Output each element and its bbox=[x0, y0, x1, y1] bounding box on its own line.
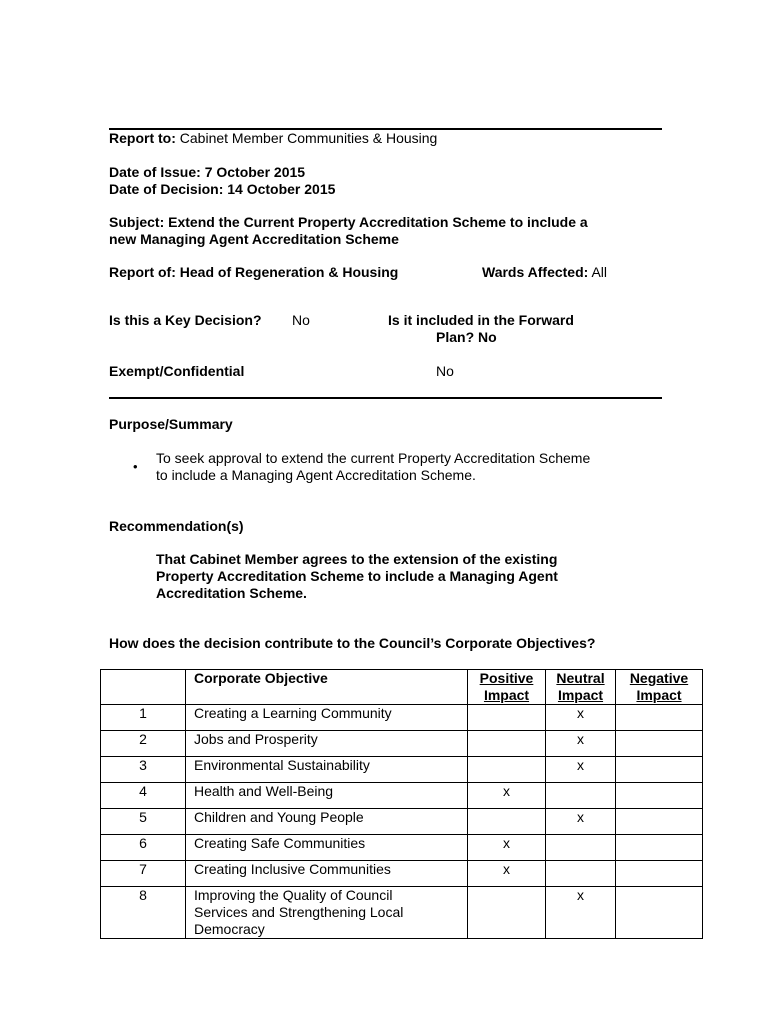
row-number: 4 bbox=[101, 783, 186, 809]
table-header-row bbox=[101, 670, 703, 705]
row-objective-line-2: Services and Strengthening Local bbox=[194, 904, 404, 920]
row-neutral bbox=[546, 783, 616, 809]
table-row bbox=[101, 861, 703, 887]
recommendation-line-1: That Cabinet Member agrees to the extension of the existing bbox=[156, 551, 558, 567]
report-to-label: Report to: bbox=[109, 130, 176, 146]
wards-affected bbox=[482, 264, 607, 281]
exempt-value: No bbox=[436, 363, 454, 379]
row-neutral: x bbox=[546, 809, 616, 835]
recommendation-heading: Recommendation(s) bbox=[109, 518, 244, 534]
date-of-issue: Date of Issue: 7 October 2015 bbox=[109, 164, 306, 180]
row-objective: Children and Young People bbox=[186, 809, 468, 835]
row-negative bbox=[616, 731, 703, 757]
row-number: 6 bbox=[101, 835, 186, 861]
bullet-icon: • bbox=[133, 459, 138, 474]
row-neutral bbox=[546, 835, 616, 861]
subject-line-2: new Managing Agent Accreditation Scheme bbox=[109, 231, 399, 247]
key-decision-label: Is this a Key Decision? bbox=[109, 312, 262, 328]
row-objective: Health and Well-Being bbox=[186, 783, 468, 809]
row-negative bbox=[616, 887, 703, 939]
row-objective-line-3: Democracy bbox=[194, 921, 265, 937]
row-negative bbox=[616, 835, 703, 861]
exempt-label: Exempt/Confidential bbox=[109, 363, 245, 379]
report-of: Report of: Head of Regeneration & Housing bbox=[109, 264, 399, 280]
date-of-decision: Date of Decision: 14 October 2015 bbox=[109, 181, 336, 197]
recommendation-line-2: Property Accreditation Scheme to include a Managing Agent bbox=[156, 568, 558, 584]
header-positive-line-2: Impact bbox=[483, 687, 530, 703]
row-negative bbox=[616, 757, 703, 783]
row-number: 3 bbox=[101, 757, 186, 783]
row-number: 1 bbox=[101, 705, 186, 731]
row-objective: Creating Safe Communities bbox=[186, 835, 468, 861]
row-positive: x bbox=[468, 835, 546, 861]
row-neutral bbox=[546, 861, 616, 887]
row-negative bbox=[616, 783, 703, 809]
row-positive bbox=[468, 757, 546, 783]
row-objective: Creating a Learning Community bbox=[186, 705, 468, 731]
row-objective: Creating Inclusive Communities bbox=[186, 861, 468, 887]
key-decision-value: No bbox=[292, 312, 310, 328]
header-positive-line-1: Positive bbox=[479, 670, 534, 686]
header-number-cell bbox=[101, 670, 186, 705]
table-row bbox=[101, 783, 703, 809]
row-negative bbox=[616, 809, 703, 835]
table-row bbox=[101, 835, 703, 861]
table-row bbox=[101, 705, 703, 731]
table-row bbox=[101, 757, 703, 783]
wards-label: Wards Affected: bbox=[482, 264, 589, 280]
header-objective-label: Corporate Objective bbox=[194, 670, 328, 686]
report-to-line bbox=[109, 130, 437, 147]
table-row bbox=[101, 731, 703, 757]
row-neutral: x bbox=[546, 757, 616, 783]
subject-line-1: Subject: Extend the Current Property Accreditation Scheme to include a bbox=[109, 214, 588, 230]
purpose-heading: Purpose/Summary bbox=[109, 416, 233, 432]
row-neutral: x bbox=[546, 887, 616, 939]
header-bottom-divider bbox=[109, 397, 662, 399]
row-negative bbox=[616, 861, 703, 887]
objectives-question: How does the decision contribute to the Council’s Corporate Objectives? bbox=[109, 635, 596, 651]
purpose-line-1: To seek approval to extend the current Property Accreditation Scheme bbox=[156, 450, 591, 466]
row-objective: Jobs and Prosperity bbox=[186, 731, 468, 757]
row-neutral: x bbox=[546, 705, 616, 731]
corporate-objectives-table bbox=[100, 669, 703, 939]
row-number: 5 bbox=[101, 809, 186, 835]
purpose-line-2: to include a Managing Agent Accreditation Scheme. bbox=[156, 467, 476, 483]
row-positive bbox=[468, 705, 546, 731]
row-positive bbox=[468, 809, 546, 835]
row-positive: x bbox=[468, 783, 546, 809]
header-neutral-cell bbox=[546, 670, 616, 705]
row-objective: Environmental Sustainability bbox=[186, 757, 468, 783]
table-row bbox=[101, 887, 703, 939]
row-objective-line-1: Improving the Quality of Council bbox=[194, 887, 393, 903]
header-positive-cell bbox=[468, 670, 546, 705]
header-objective-cell bbox=[186, 670, 468, 705]
recommendation-line-3: Accreditation Scheme. bbox=[156, 585, 307, 601]
header-negative-line-2: Impact bbox=[636, 687, 682, 703]
row-number: 8 bbox=[101, 887, 186, 939]
header-negative-cell bbox=[616, 670, 703, 705]
row-positive bbox=[468, 731, 546, 757]
header-negative-line-1: Negative bbox=[629, 670, 689, 686]
header-neutral-line-1: Neutral bbox=[556, 670, 605, 686]
forward-plan-line-2: Plan? No bbox=[436, 329, 497, 345]
report-to-value: Cabinet Member Communities & Housing bbox=[179, 130, 438, 146]
row-neutral: x bbox=[546, 731, 616, 757]
wards-value: All bbox=[591, 264, 607, 280]
row-number: 2 bbox=[101, 731, 186, 757]
forward-plan-line-1: Is it included in the Forward bbox=[388, 312, 574, 328]
row-positive: x bbox=[468, 861, 546, 887]
row-positive bbox=[468, 887, 546, 939]
table-row bbox=[101, 809, 703, 835]
row-objective bbox=[186, 887, 468, 939]
row-number: 7 bbox=[101, 861, 186, 887]
row-negative bbox=[616, 705, 703, 731]
header-neutral-line-2: Impact bbox=[557, 687, 604, 703]
